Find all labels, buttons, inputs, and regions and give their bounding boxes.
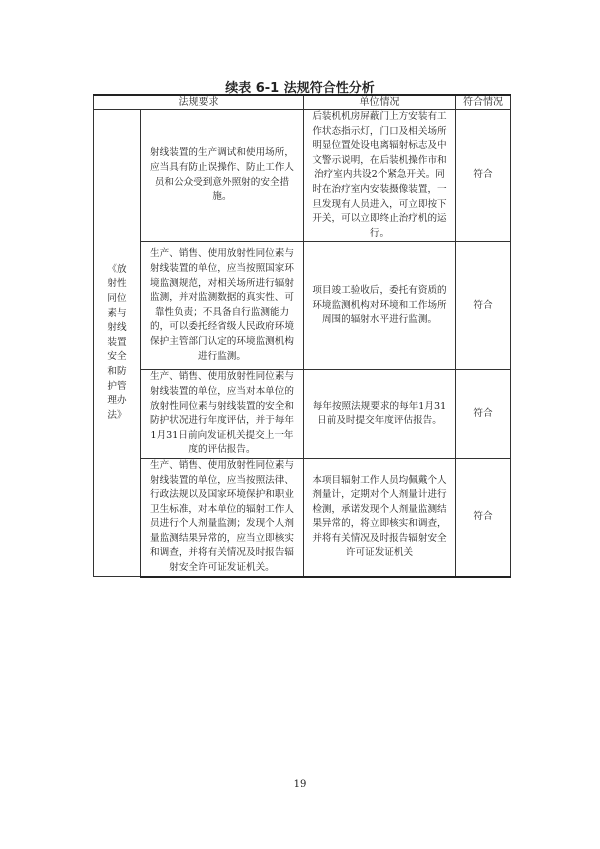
table-row (94, 242, 511, 370)
header-situation: 单位情况 (304, 95, 456, 110)
situation-cell: 本项目辐射工作人员均佩戴个人剂量计，定期对个人剂量计进行检测，承诺发现个人剂量监测结果异常的，将立即核实和调查，并将有关情况及时报告辐射安全许可证发证机关 (304, 458, 456, 576)
table-row (94, 370, 511, 459)
status-cell: 符合 (456, 110, 511, 242)
status-cell: 符合 (456, 370, 511, 459)
table-row (94, 458, 511, 576)
requirement-cell: 生产、销售、使用放射性同位素与射线装置的单位，应当按照法律、行政法规以及国家环境保护和职业卫生标准，对本单位的辐射工作人员进行个人剂量监测；发现个人剂量监测结果异常的，应当立即核实和调查，并将有关情况及时报告辐射安全许可证发证机关。 (141, 458, 304, 576)
table-row (94, 110, 511, 242)
table-header-row (94, 95, 511, 110)
compliance-table (93, 94, 511, 578)
requirement-cell: 生产、销售、使用放射性同位素与射线装置的单位，应当对本单位的放射性同位素与射线装置的安全和防护状况进行年度评估，并于每年1月31日前向发证机关提交上一年度的评估报告。 (141, 370, 304, 459)
status-cell: 符合 (456, 242, 511, 370)
situation-cell: 后装机机房屏蔽门上方安装有工作状态指示灯，门口及相关场所明显位置处设电离辐射标志及中文警示说明，在后装机操作市和治疗室内共设2个紧急开关。同时在治疗室内安装摄像装置，一旦发现有人员进入，可立即按下开关，可以立即终止治疗机的运行。 (304, 110, 456, 242)
page-number: 19 (293, 779, 307, 790)
status-cell: 符合 (456, 458, 511, 576)
situation-cell: 项目竣工验收后，委托有资质的环境监测机构对环境和工作场所周围的辐射水平进行监测。 (304, 242, 456, 370)
header-requirement: 法规要求 (94, 95, 304, 110)
header-status: 符合情况 (456, 95, 511, 110)
requirement-cell: 生产、销售、使用放射性同位素与射线装置的单位，应当按照国家环境监测规范，对相关场所进行辐射监测，并对监测数据的真实性、可靠性负责；不具备自行监测能力的，可以委托经省级人民政府环境保护主管部门认定的环境监测机构进行监测。 (141, 242, 304, 370)
situation-cell: 每年按照法规要求的每年1月31日前及时提交年度评估报告。 (304, 370, 456, 459)
table-title: 续表 6-1 法规符合性分析 (225, 81, 375, 96)
requirement-cell: 射线装置的生产调试和使用场所，应当具有防止误操作、防止工作人员和公众受到意外照射的安全措施。 (141, 110, 304, 242)
regulation-category: 《放射性同位素与射线装置安全和防护管理办法》 (94, 110, 141, 577)
